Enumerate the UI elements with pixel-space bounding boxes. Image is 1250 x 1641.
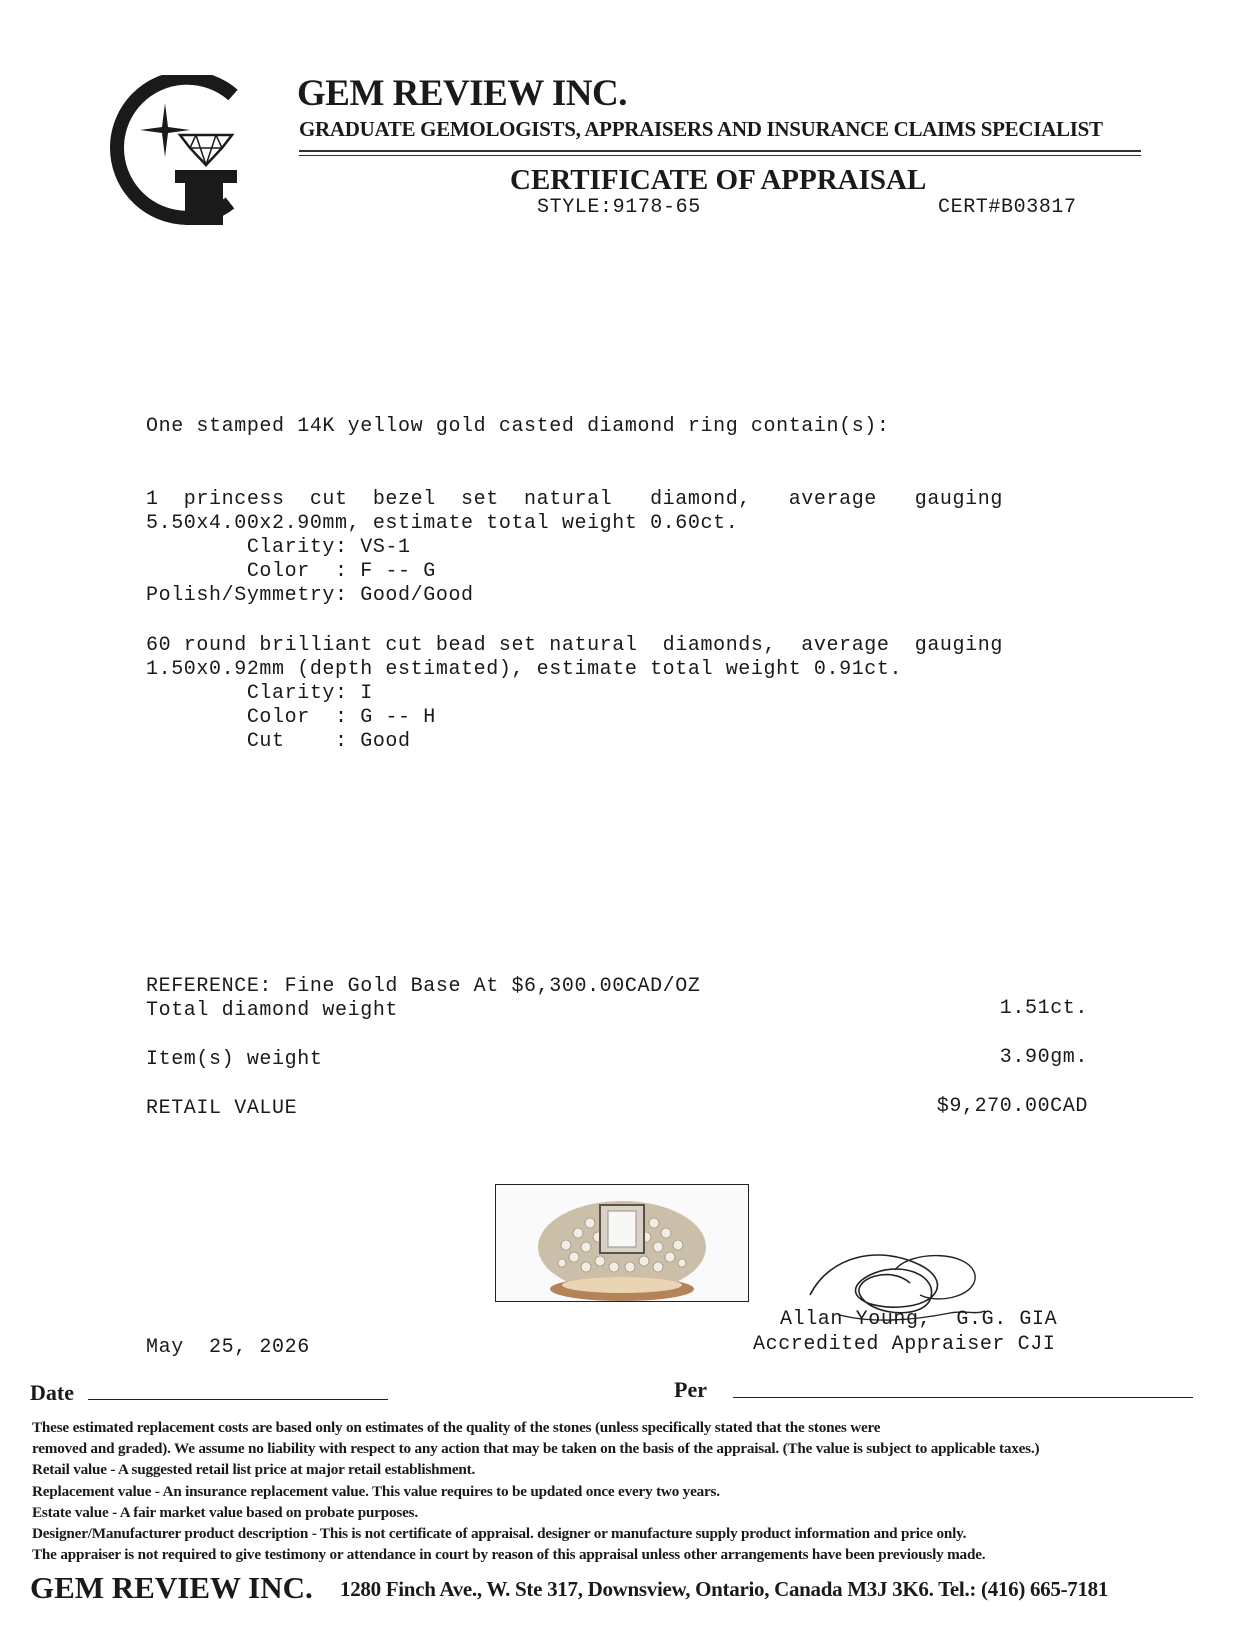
disclaimer-line: Retail value - A suggested retail list price at major retail establishment. <box>32 1461 476 1478</box>
stone2-color: Color : G -- H <box>146 706 436 729</box>
style-number: STYLE:9178-65 <box>537 196 701 219</box>
certificate-title: CERTIFICATE OF APPRAISAL <box>510 164 927 196</box>
per-label: Per <box>674 1377 707 1402</box>
disclaimer-line: The appraiser is not required to give testimony or attendance in court by reason of this appraisal unless other arrangements have been previously made. <box>32 1546 986 1563</box>
stone2-clarity: Clarity: I <box>146 682 373 705</box>
stone2-cut: Cut : Good <box>146 730 411 753</box>
company-name: GEM REVIEW INC. <box>297 73 627 114</box>
stone1-line1: 1 princess cut bezel set natural diamond, average gauging <box>146 488 1003 511</box>
item-weight-value: 3.90gm. <box>999 1046 1088 1069</box>
company-tagline: GRADUATE GEMOLOGISTS, APPRAISERS AND INSURANCE CLAIMS SPECIALIST <box>299 117 1103 141</box>
disclaimer-line: Replacement value - An insurance replacement value. This value requires to be updated once every two years. <box>32 1483 720 1500</box>
stone1-clarity: Clarity: VS-1 <box>146 536 411 559</box>
footer-company-name: GEM REVIEW INC. <box>30 1570 313 1605</box>
date-line <box>88 1399 388 1400</box>
retail-value-label: RETAIL VALUE <box>146 1097 298 1120</box>
stone2-line2: 1.50x0.92mm (depth estimated), estimate total weight 0.91ct. <box>146 658 903 681</box>
item-intro: One stamped 14K yellow gold casted diamond ring contain(s): <box>146 415 890 438</box>
stone2-line1: 60 round brilliant cut bead set natural diamonds, average gauging <box>146 634 1003 657</box>
appraisal-date: May 25, 2026 <box>146 1336 310 1359</box>
header-divider-thin <box>299 155 1141 156</box>
cert-number: CERT#B03817 <box>938 196 1077 219</box>
disclaimer-line: Estate value - A fair market value based on probate purposes. <box>32 1504 418 1521</box>
stone1-polish: Polish/Symmetry: Good/Good <box>146 584 474 607</box>
total-weight-value: 1.51ct. <box>999 997 1088 1020</box>
disclaimer-line: Designer/Manufacturer product description - This is not certificate of appraisal. designer or manufacture supply product information and price only. <box>32 1525 967 1542</box>
item-weight-label: Item(s) weight <box>146 1048 323 1071</box>
disclaimer-line: These estimated replacement costs are based only on estimates of the quality of the stones (unless specifically stated that the stones were <box>32 1419 881 1436</box>
appraiser-name: Allan Young, G.G. GIA <box>780 1308 1058 1331</box>
footer-address: 1280 Finch Ave., W. Ste 317, Downsview, Ontario, Canada M3J 3K6. Tel.: (416) 665-7181 <box>340 1577 1109 1601</box>
retail-value-amount: $9,270.00CAD <box>936 1095 1088 1118</box>
date-label: Date <box>30 1380 74 1405</box>
appraiser-credential: Accredited Appraiser CJI <box>753 1333 1056 1356</box>
gold-reference: REFERENCE: Fine Gold Base At $6,300.00CAD/OZ <box>146 975 701 998</box>
company-logo-icon <box>105 75 245 225</box>
stone1-color: Color : F -- G <box>146 560 436 583</box>
total-weight-label: Total diamond weight <box>146 999 399 1022</box>
ring-photo <box>495 1184 749 1302</box>
stone1-line2: 5.50x4.00x2.90mm, estimate total weight 0.60ct. <box>146 512 739 535</box>
header-divider <box>299 150 1141 152</box>
per-line <box>733 1397 1193 1398</box>
disclaimer-line: removed and graded). We assume no liability with respect to any action that may be taken on the basis of the appraisal. (The value is subject to applicable taxes.) <box>32 1440 1040 1457</box>
